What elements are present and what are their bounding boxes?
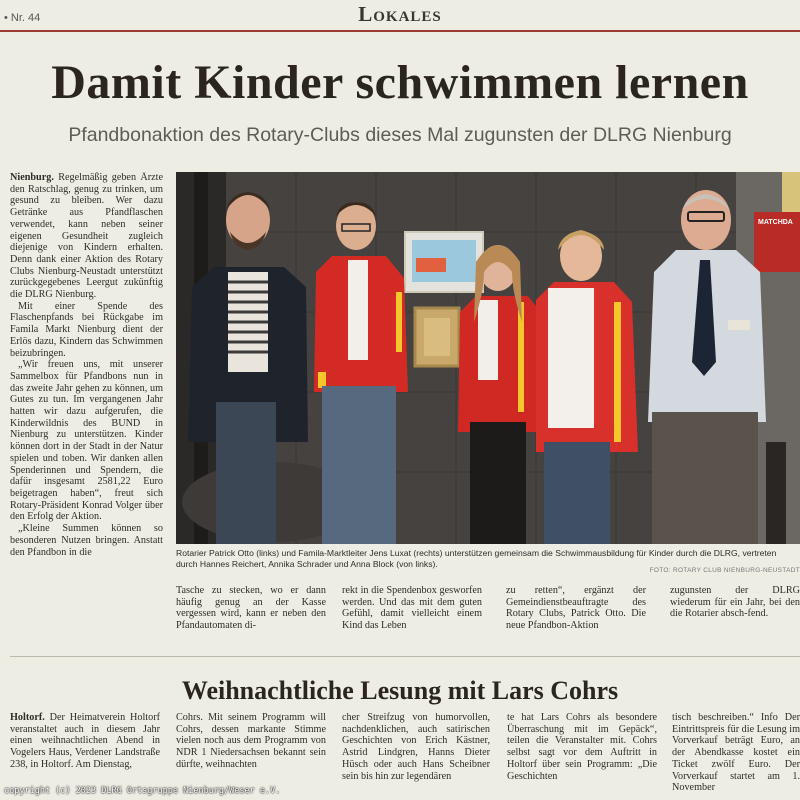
- header-rule: [0, 30, 800, 32]
- second-article-column-4: te hat Lars Cohrs als besondere Überraschung mit im Gepäck“, teilen die Veranstalter mit. Cohrs selbst sagt vor dem Auftritt in Holtorf über sein Programm: „Die Geschichten: [507, 712, 657, 782]
- article-column-2: Tasche zu stecken, wo er dann häufig genug an der Kasse vergessen wird, kann er neben den Pfandautomaten di-: [176, 585, 326, 632]
- article-column-3: rekt in die Spendenbox gesworfen werden. Und das mit dem guten Gefühl, damit vielleicht einem Kind das Leben: [342, 585, 482, 632]
- article-subheadline: Pfandbonaktion des Rotary-Clubs dieses Mal zugunsten der DLRG Nienburg: [68, 124, 732, 146]
- article-divider: [10, 656, 800, 657]
- dateline: Holtorf.: [10, 712, 45, 723]
- article-photo: [176, 172, 800, 544]
- dateline: Nienburg.: [10, 172, 54, 183]
- second-article-column-3: cher Streifzug von humorvollen, nachdenklichen, auch satirischen Geschichten von Erich Kästner, Astrid Lindgren, Hanns Dieter Hüsch oder auch Hans Scheibner sein bis hin zur legendären: [342, 712, 490, 782]
- group-photo-illustration: [176, 172, 800, 544]
- paragraph: Mit einer Spende des Flaschenpfands bei Rückgabe im Famila Markt Nienburg dient der Erlös dazu, Kindern das Schwimmen beizubringen.: [10, 300, 163, 359]
- photo-sign-text: MATCHDA: [758, 219, 793, 226]
- article-column-1: [10, 172, 163, 640]
- article-column-5: zugunsten der DLRG wiederum für ein Jahr, bei den die Rotarier absch-fend.: [670, 585, 800, 620]
- copyright-watermark: copyright (c) 2023 DLRG Ortsgruppe Nienburg/Weser e.V.: [4, 786, 281, 796]
- section-title: Lokales: [358, 2, 442, 26]
- photo-caption: Rotarier Patrick Otto (links) und Famila-Marktleiter Jens Luxat (rechts) unterstützen gemeinsam die Schwimmausbildung für Kinder durch die DLRG, vertreten durch Hannes Reichert, Annika Schrader und Anna Block (von links).: [176, 548, 777, 569]
- issue-number: • Nr. 44: [4, 12, 41, 24]
- photo-credit: FOTO: ROTARY CLUB NIENBURG-NEUSTADT: [649, 567, 800, 574]
- second-article-headline: Weihnachtliche Lesung mit Lars Cohrs: [181, 676, 619, 705]
- paragraph: „Wir freuen uns, mit unserer Sammelbox für Pfandbons nun in das zweite Jahr gehen zu können, um Gutes zu tun. Im vergangenen Jahr hatten wir dazu aufgerufen, die Kinderwildnis des BUND in Nienburg zu unterstützen. Kinder können dort in der Stadt in der Natur spielen und toben. Wir danken allen Spenderinnen und Spendern, die dafür insgesamt 2581,22 Euro beigetragen haben“, freut sich Rotary-Präsident Konrad Volger über den Erfolg der Aktion.: [10, 359, 163, 523]
- second-article-column-1: Holtorf. Der Heimatverein Holtorf veranstaltet auch in diesem Jahr einen weihnachtlichen Abend in Vogelers Haus, Verdener Landstraße 238, in Holtorf. Am Dienstag,: [10, 712, 160, 770]
- second-article-column-2: Cohrs. Mit seinem Programm will Cohrs, dessen markante Stimme vielen noch aus dem Programm von NDR 1 Niedersachsen bekannt sein dürfte, weihnachten: [176, 712, 326, 770]
- article-headline: Damit Kinder schwimmen lernen: [51, 56, 749, 109]
- paragraph: „Kleine Summen können so besonderen Nutzen bringen. Anstatt den Pfandbon in die: [10, 523, 163, 558]
- article-column-4: zu retten“, ergänzt der Gemeindienstbeauftragte des Rotary Clubs, Patrick Otto. Die neue Pfandbon-Aktion: [506, 585, 646, 632]
- second-article-column-5: tisch beschreiben.“ Info Der Eintrittspreis für die Lesung im Vorverkauf beträgt Euro, an der Abendkasse kostet ein Ticket zwölf Euro. Der Vorverkauf startet am 1. November: [672, 712, 800, 794]
- paragraph: Nienburg. Regelmäßig geben Ärzte den Ratschlag, genug zu trinken, um gesund zu bleiben. Wer dazu Getränke aus Pfandflaschen verwendet, kann neben seiner eigenen Gesundheit zugleich diejenige von Kindern erhalten. Denn dank einer Aktion des Rotary Clubs Nienburg-Neustadt unterstützt zurückgegebenes Leergut zukünftig die DLRG Nienburg.: [10, 172, 163, 301]
